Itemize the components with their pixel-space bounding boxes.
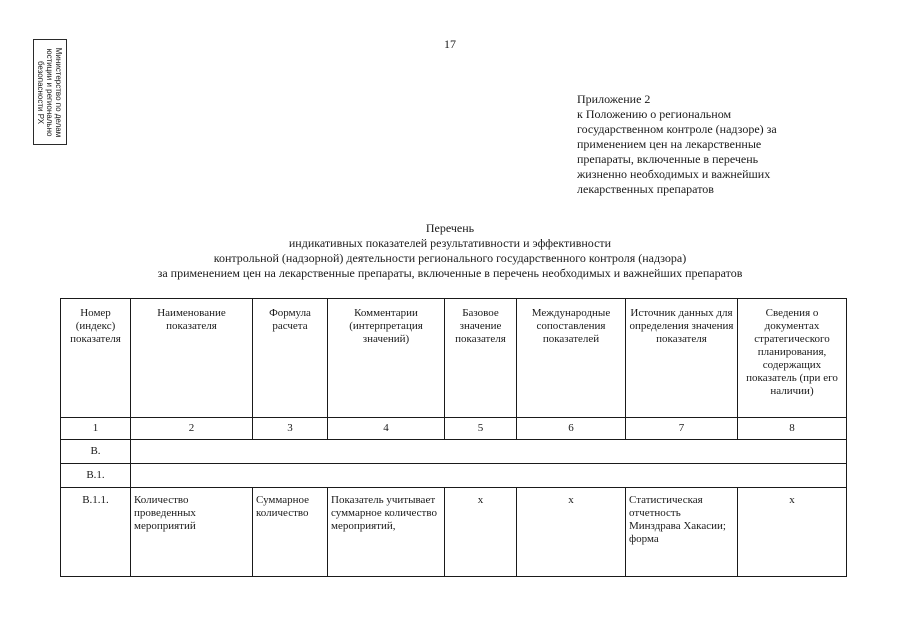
header-cell: Комментарии (интерпретация значений): [328, 299, 445, 418]
column-number: 1: [61, 418, 131, 440]
column-numbers-row: [61, 418, 847, 440]
page-number: 17: [444, 37, 456, 51]
row-source: Статистическая отчетность Минздрава Хакасии; форма: [626, 488, 738, 577]
appendix-block: [577, 92, 837, 197]
header-cell: Номер (индекс) показателя: [61, 299, 131, 418]
appendix-line-4: применением цен на лекарственные: [577, 137, 762, 151]
column-number: 6: [517, 418, 626, 440]
section-row: [61, 440, 847, 464]
header-cell: Международные сопоставления показателей: [517, 299, 626, 418]
column-number: 3: [253, 418, 328, 440]
table-header-row: [61, 299, 847, 418]
header-cell: Формула расчета: [253, 299, 328, 418]
header-cell: Наименование показателя: [131, 299, 253, 418]
header-cell: Базовое значение показателя: [445, 299, 517, 418]
stamp-line-2: юстиции и регионально: [45, 48, 55, 136]
row-index: В.1.1.: [61, 488, 131, 577]
row-base-value: x: [445, 488, 517, 577]
table-row: [61, 488, 847, 577]
header-cell: Сведения о документах стратегического планирования, содержащих показатель (при его наличии): [738, 299, 847, 418]
heading-line-1: Перечень: [425, 221, 475, 235]
appendix-line-2: к Положению о региональном: [577, 107, 732, 121]
appendix-line-6: жизненно необходимых и важнейших: [577, 167, 771, 181]
heading-line-2: индикативных показателей результативности и эффективности: [288, 236, 612, 250]
appendix-line-5: препараты, включенные в перечень: [577, 152, 759, 166]
stamp-line-3: безопасности РХ: [36, 60, 46, 124]
row-comment: Показатель учитывает суммарное количество мероприятий,: [328, 488, 445, 577]
column-number: 7: [626, 418, 738, 440]
section-code: В.1.: [61, 464, 131, 488]
appendix-line-1: Приложение 2: [577, 92, 651, 106]
row-name: Количество проведенных мероприятий: [131, 488, 253, 577]
indicators-table: [60, 298, 847, 577]
column-number: 2: [131, 418, 253, 440]
heading-line-4: за применением цен на лекарственные препараты, включенные в перечень необходимых и важнейших препаратов: [157, 266, 743, 280]
heading-line-3: контрольной (надзорной) деятельности регионального государственного контроля (надзора): [213, 251, 687, 265]
column-number: 8: [738, 418, 847, 440]
stamp-line-1: Министерство по делам: [54, 47, 64, 137]
column-number: 5: [445, 418, 517, 440]
row-international: x: [517, 488, 626, 577]
appendix-line-3: государственном контроле (надзоре) за: [577, 122, 777, 136]
registration-stamp: [33, 39, 67, 145]
section-code: В.: [61, 440, 131, 464]
appendix-line-7: лекарственных препаратов: [577, 182, 714, 196]
section-row: [61, 464, 847, 488]
stamp-text: [37, 47, 64, 136]
row-formula: Суммарное количество: [253, 488, 328, 577]
section-span-cell: [131, 440, 847, 464]
row-documents: x: [738, 488, 847, 577]
column-number: 4: [328, 418, 445, 440]
document-heading: [60, 221, 840, 281]
header-cell: Источник данных для определения значения показателя: [626, 299, 738, 418]
section-span-cell: [131, 464, 847, 488]
